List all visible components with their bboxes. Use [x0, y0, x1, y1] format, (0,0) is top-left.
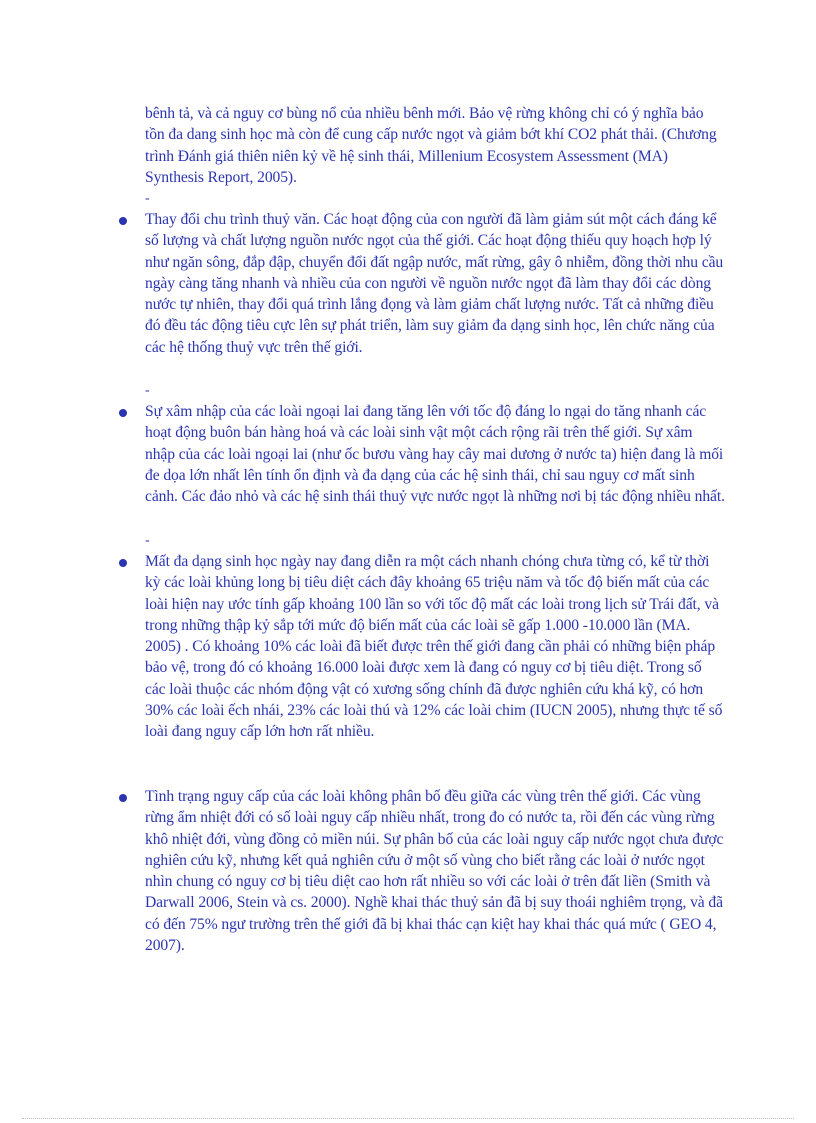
page-bottom-divider — [22, 1118, 794, 1119]
separator-dash: - — [145, 533, 150, 548]
bullet-item — [145, 786, 725, 956]
separator-dash: - — [145, 191, 150, 206]
bullet-icon — [119, 217, 127, 225]
bullet-icon — [119, 794, 127, 802]
bullet-item-text: Sự xâm nhập của các loài ngoại lai đang tăng lên với tốc độ đáng lo ngại do tăng nhanh các hoạt động buôn bán hàng hoá và các loài sinh vật một cách rộng rãi trên thế giới. Sự xâm nhập của các loài ngoại lai (như ốc bươu vàng hay cây mai dương ở nước ta) hiện đang là mối đe dọa lớn nhất lên tính ổn định và đa dạng của các hệ sinh thái, chỉ sau nguy cơ mất sinh cảnh. Các đảo nhỏ và các hệ sinh thái thuỷ vực nước ngọt là những nơi bị tác động nhiều nhất. — [145, 403, 725, 506]
bullet-item-text: Tình trạng nguy cấp của các loài không phân bố đều giữa các vùng trên thế giới. Các vùng rừng ẩm nhiệt đới có số loài nguy cấp nhiều nhất, trong đo có nước ta, rồi đến các vùng rừng khô nhiệt đới, vùng đồng cỏ miền núi. Sự phân bố của các loài nguy cấp nước ngọt chưa được nghiên cứu kỹ, nhưng kết quả nghiên cứu ở một số vùng cho biết rằng các loài ở nước ngọt nhìn chung có nguy cơ bị tiêu diệt cao hơn rất nhiều so với các loài ở trên đất liền (Smith và Darwall 2006, Stein và cs. 2000). Nghề khai thác thuỷ sản đã bị suy thoái nghiêm trọng, và đã có đến 75% ngư trường trên thế giới đã bị khai thác cạn kiệt hay khai thác quá mức ( GEO 4, 2007). — [145, 788, 724, 955]
bullet-item — [145, 209, 725, 358]
bullet-icon — [119, 559, 127, 567]
intro-paragraph — [145, 103, 725, 188]
bullet-icon — [119, 409, 127, 417]
bullet-item — [145, 401, 725, 507]
separator-dash: - — [145, 383, 150, 398]
intro-paragraph-text: bênh tả, và cả nguy cơ bùng nổ của nhiều bênh mới. Bảo vệ rừng không chỉ có ý nghĩa bảo tồn đa dang sinh học mà còn để cung cấp nước ngọt và giảm bớt khí CO2 phát thải. (Chương trình Đánh giá thiên niên kỷ về hệ sinh thái, Millenium Ecosystem Assessment (MA) Synthesis Report, 2005). — [145, 105, 717, 186]
bullet-item-text: Thay đổi chu trình thuỷ văn. Các hoạt động của con người đã làm giảm sút một cách đáng kể số lượng và chất lượng nguồn nước ngọt của thế giới. Các hoạt động thiếu quy hoạch hợp lý như ngăn sông, đắp đập, chuyển đổi đất ngập nước, mất rừng, gây ô nhiễm, đồng thời nhu cầu ngày càng tăng nhanh và nhiều của con người về nguồn nước ngọt đã làm thay đổi các dòng nước tự nhiên, thay đổi quá trình lắng đọng và làm giảm chất lượng nước. Tất cả những điều đó đều tác động tiêu cực lên sự phát triển, làm suy giảm đa dạng sinh học, lên chức năng của các hệ thống thuỷ vực trên thế giới. — [145, 211, 724, 356]
bullet-item-text: Mất đa dạng sinh học ngày nay đang diễn ra một cách nhanh chóng chưa từng có, kể từ thời kỳ các loài khủng long bị tiêu diệt cách đây khoảng 65 triệu năm và tốc độ biến mất của các loài hiện nay ước tính gấp khoảng 100 lần so với tốc độ mất các loài trong lịch sử Trái đất, và trong những thập kỷ sắp tới mức độ biến mất của các loài sẽ gấp 1.000 -10.000 lần (MA. 2005) . Có khoảng 10% các loài đã biết được trên thế giới đang cần phải có những biện pháp bảo vệ, trong đó có khoảng 16.000 loài được xem là đang có nguy cơ bị tiêu diệt. Trong số các loài thuộc các nhóm động vật có xương sống chính đã được nghiên cứu khá kỹ, có hơn 30% các loài ếch nhái, 23% các loài thú và 12% các loài chim (IUCN 2005), nhưng thực tế số loài đang nguy cấp lớn hơn rất nhiều. — [145, 553, 723, 741]
bullet-item — [145, 551, 725, 743]
